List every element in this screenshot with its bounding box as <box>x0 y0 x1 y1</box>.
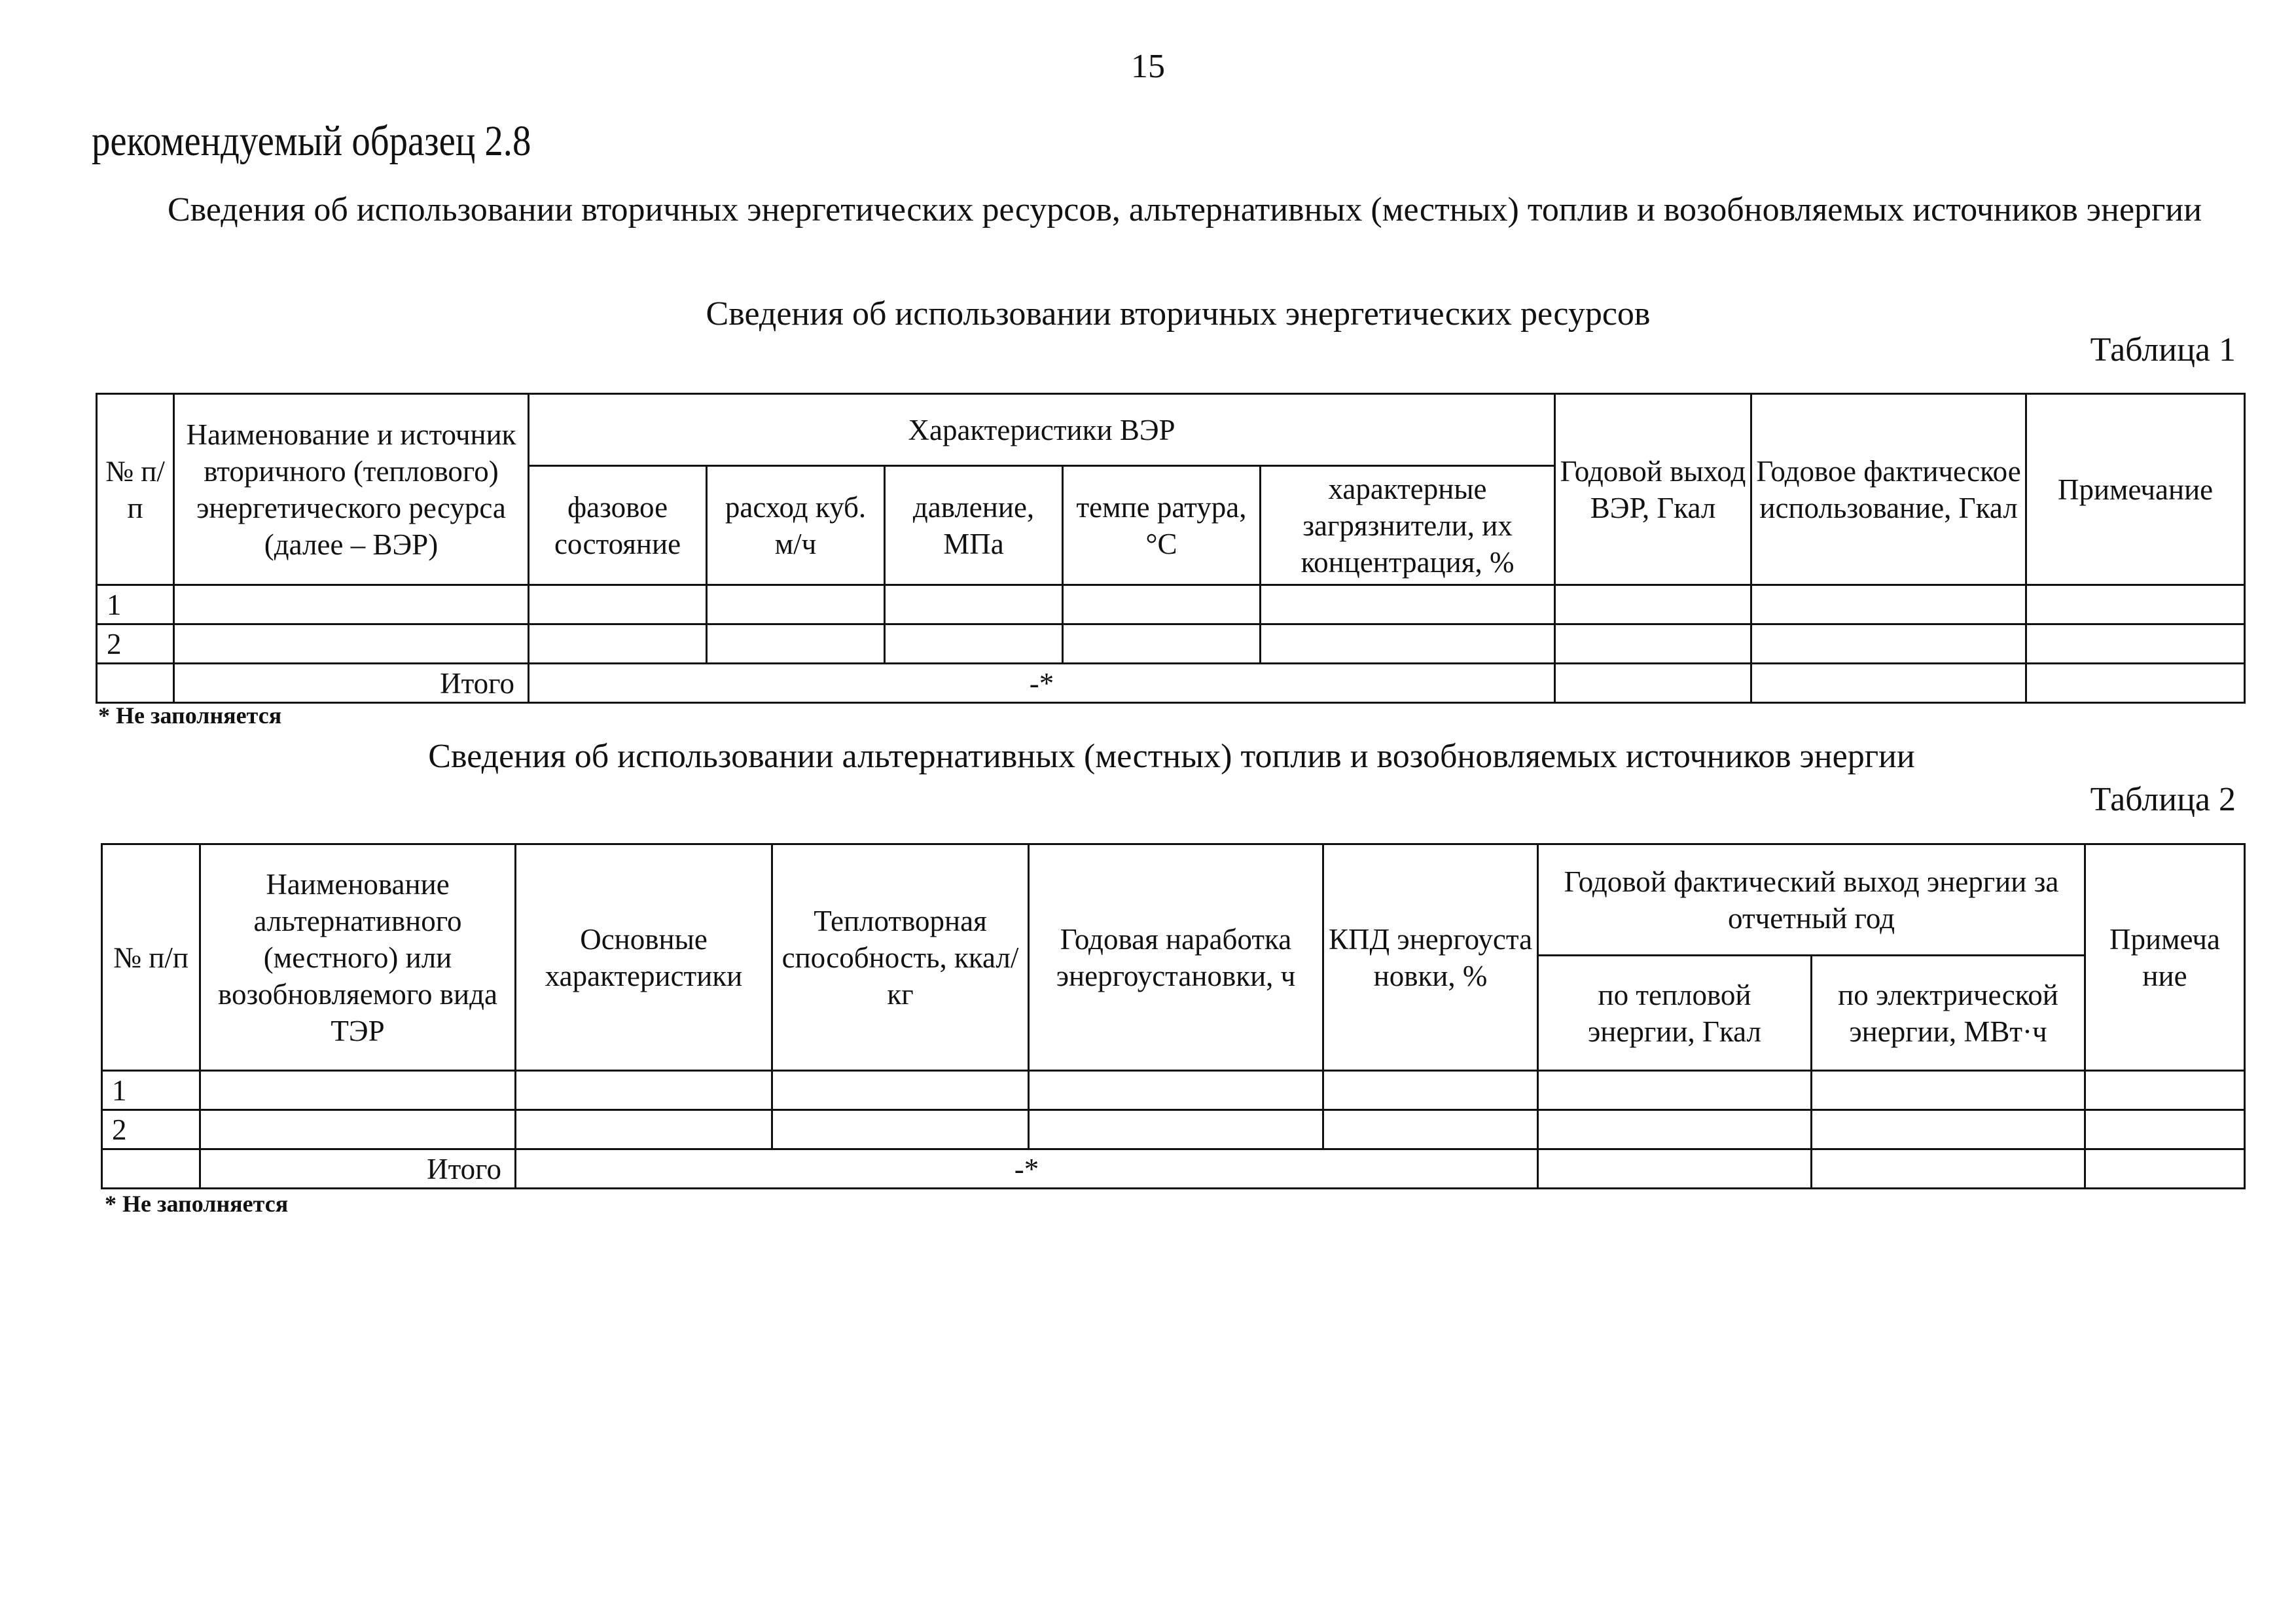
main-title: Сведения об использовании вторичных энергетических ресурсов, альтернативных (местных) топлив и возобновляемых источников энергии <box>167 191 2202 228</box>
cell[interactable] <box>1812 1071 2085 1110</box>
cell <box>102 1149 200 1189</box>
cell[interactable] <box>1063 624 1261 664</box>
cell[interactable] <box>2085 1071 2245 1110</box>
cell[interactable] <box>1029 1110 1323 1149</box>
table1-footnote: * Не заполняется <box>98 702 282 729</box>
header-annual-usage: Годовое фактическое использование, Гкал <box>1751 394 2026 585</box>
cell[interactable] <box>2085 1110 2245 1149</box>
table1-subtitle: Сведения об использовании вторичных энергетических ресурсов <box>706 295 1651 333</box>
header-note: Примечание <box>2026 394 2245 585</box>
cell[interactable] <box>2085 1149 2245 1189</box>
total-row <box>102 1149 2245 1189</box>
cell[interactable] <box>200 1110 516 1149</box>
cell[interactable] <box>1812 1149 2085 1189</box>
cell[interactable] <box>885 585 1063 624</box>
table-row <box>97 585 2245 624</box>
header-thermal-energy: по тепловой энергии, Гкал <box>1538 956 1812 1071</box>
cell[interactable] <box>1261 585 1555 624</box>
row-number: 1 <box>102 1071 200 1110</box>
table-row <box>97 624 2245 664</box>
cell[interactable] <box>174 624 529 664</box>
cell[interactable] <box>2026 624 2245 664</box>
table2-caption: Таблица 2 <box>2090 781 2236 818</box>
table-alternative-fuels <box>101 843 2246 1189</box>
header-num: № п/п <box>102 844 200 1071</box>
total-label: Итого <box>200 1149 516 1189</box>
cell[interactable] <box>200 1071 516 1110</box>
cell[interactable] <box>2026 585 2245 624</box>
total-not-filled: -* <box>516 1149 1538 1189</box>
cell[interactable] <box>1538 1149 1812 1189</box>
header-pollutants: характерные загрязнители, их концентрация, % <box>1261 466 1555 585</box>
row-number: 2 <box>97 624 174 664</box>
cell[interactable] <box>1063 585 1261 624</box>
total-row <box>97 664 2245 703</box>
header-characteristics: Характеристики ВЭР <box>529 394 1555 466</box>
cell[interactable] <box>174 585 529 624</box>
header-pressure: давление, МПа <box>885 466 1063 585</box>
header-temperature: темпе ратура, °С <box>1063 466 1261 585</box>
cell[interactable] <box>772 1110 1029 1149</box>
header-num: № п/п <box>97 394 174 585</box>
cell[interactable] <box>529 585 707 624</box>
header-operating-time: Годовая наработка энергоустановки, ч <box>1029 844 1323 1071</box>
cell[interactable] <box>707 585 885 624</box>
cell[interactable] <box>1751 664 2026 703</box>
table1-caption: Таблица 1 <box>2090 331 2236 369</box>
cell[interactable] <box>1751 624 2026 664</box>
row-number: 2 <box>102 1110 200 1149</box>
header-note: Примеча ние <box>2085 844 2245 1071</box>
header-main-characteristics: Основные характеристики <box>516 844 772 1071</box>
header-electric-energy: по электрической энергии, МВт·ч <box>1812 956 2085 1071</box>
cell[interactable] <box>1029 1071 1323 1110</box>
header-annual-output: Годовой выход ВЭР, Гкал <box>1555 394 1751 585</box>
header-efficiency: КПД энергоуста новки, % <box>1323 844 1538 1071</box>
header-phase: фазовое состояние <box>529 466 707 585</box>
cell <box>97 664 174 703</box>
header-fuel-name: Наименование альтернативного (местного) или возобновляемого вида ТЭР <box>200 844 516 1071</box>
cell[interactable] <box>1538 1110 1812 1149</box>
sample-label: рекомендуемый образец 2.8 <box>92 117 531 165</box>
cell[interactable] <box>1323 1071 1538 1110</box>
cell[interactable] <box>1555 585 1751 624</box>
table-row <box>102 1110 2245 1149</box>
row-number: 1 <box>97 585 174 624</box>
header-resource-name: Наименование и источник вторичного (теплового) энергетического ресурса (далее – ВЭР) <box>174 394 529 585</box>
total-label: Итого <box>174 664 529 703</box>
table2-footnote: * Не заполняется <box>105 1191 289 1217</box>
cell[interactable] <box>1555 624 1751 664</box>
cell[interactable] <box>707 624 885 664</box>
table-row <box>102 1071 2245 1110</box>
cell[interactable] <box>772 1071 1029 1110</box>
header-flow: расход куб. м/ч <box>707 466 885 585</box>
cell[interactable] <box>529 624 707 664</box>
page-number: 15 <box>1131 48 1165 85</box>
cell[interactable] <box>1812 1110 2085 1149</box>
cell[interactable] <box>1555 664 1751 703</box>
cell[interactable] <box>516 1110 772 1149</box>
header-annual-actual-output: Годовой фактический выход энергии за отчетный год <box>1538 844 2085 956</box>
cell[interactable] <box>2026 664 2245 703</box>
header-calorific-value: Теплотворная способность, ккал/кг <box>772 844 1029 1071</box>
cell[interactable] <box>1323 1110 1538 1149</box>
cell[interactable] <box>1538 1071 1812 1110</box>
cell[interactable] <box>1751 585 2026 624</box>
table2-subtitle: Сведения об использовании альтернативных (местных) топлив и возобновляемых источников энергии <box>428 738 1915 775</box>
cell[interactable] <box>516 1071 772 1110</box>
total-not-filled: -* <box>529 664 1555 703</box>
table-secondary-energy-resources <box>96 393 2246 704</box>
cell[interactable] <box>885 624 1063 664</box>
cell[interactable] <box>1261 624 1555 664</box>
